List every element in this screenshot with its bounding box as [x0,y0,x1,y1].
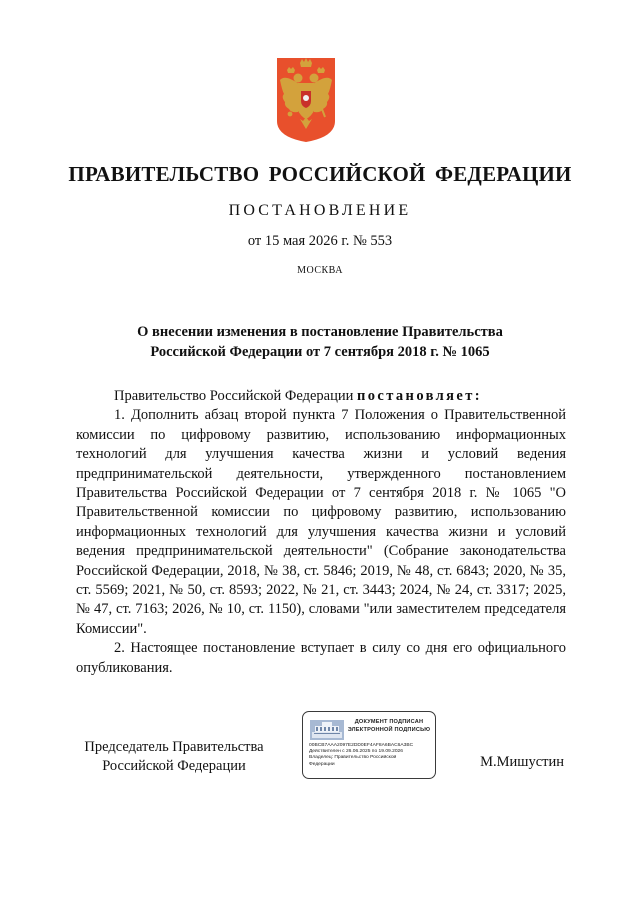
stamp-owner-line-2: Федерации [309,761,335,767]
stamp-certificate: 00BCB7AAA2097E2DD0EF4AF8A6BAC6A3BC [309,743,414,748]
stamp-details [309,743,433,768]
preamble-resolves: постановляет: [356,388,483,404]
signatory-position-line-2: Российской Федерации [102,758,246,774]
signatory-position [76,738,272,776]
subject-line-1: О внесении изменения в постановление Правительства [137,324,503,340]
preamble-lead: Правительство Российской Федерации [114,388,354,404]
decree-subject [0,322,640,362]
government-title: ПРАВИТЕЛЬСТВО РОССИЙСКОЙ ФЕДЕРАЦИИ [68,162,572,186]
government-building-icon [310,720,344,740]
decree-date-number: от 15 мая 2026 г. № 553 [247,233,393,249]
subject-line-2: Российской Федерации от 7 сентября 2018 г. № 1065 [150,344,490,360]
paragraph-2: 2. Настоящее постановление вступает в силу со дня его официального опубликования. [76,640,566,676]
signer-name: М.Мишустин [480,754,564,770]
signatory-position-line-1: Председатель Правительства [84,739,264,755]
document-type: ПОСТАНОВЛЕНИЕ [228,202,412,219]
stamp-header-line-2: ЭЛЕКТРОННОЙ ПОДПИСЬЮ [347,726,431,733]
preamble [76,387,566,406]
city: МОСКВА [297,265,343,276]
decree-body [76,387,566,678]
russian-coat-of-arms-icon [276,57,336,143]
paragraph-1: 1. Дополнить абзац второй пункта 7 Положения о Правительственной комиссии по цифровому развитию, использованию информационных технологий для улучшения качества жизни и условий ведения предпринимательской деятельности, утвержденного постановлением Правительства Российской Федерации от 7 сентября 2018 г. № 1065 "О Правительственной комиссии по цифровому развитию, использованию информационных технологий для улучшения качества жизни и условий ведения предпринимательской деятельности" (Собрание законодательства Российской Федерации, 2018, № 38, ст. 5846; 2019, № 48, ст. 6843; 2020, № 35, ст. 5569; 2021, № 50, ст. 8593; 2022, № 21, ст. 3443; 2024, № 24, ст. 3317; 2025, № 47, ст. 7163; 2026, № 10, ст. 1150), словами "или заместителем председателя Комиссии". [76,407,566,637]
electronic-signature-stamp [302,711,436,779]
stamp-header [345,719,433,734]
stamp-validity: Действителен с 26.06.2025 по 19.09.2026 [309,749,403,755]
stamp-owner-line-1: Владелец: Правительство Российской [309,755,397,761]
stamp-header-line-1: ДОКУМЕНТ ПОДПИСАН [354,719,424,725]
